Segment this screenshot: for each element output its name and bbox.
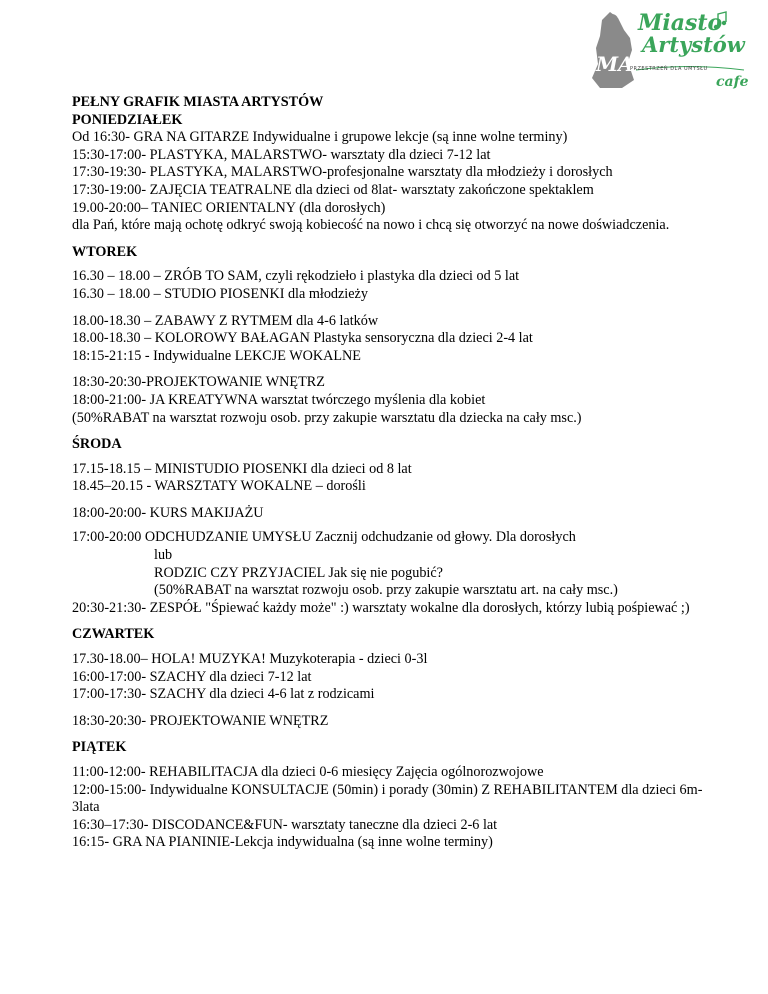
schedule-line: (50%RABAT na warsztat rozwoju osob. przy zakupie warsztatu dla dziecka na cały msc.)	[72, 409, 582, 426]
schedule-line: 16.30 – 18.00 – ZRÓB TO SAM, czyli rękodzieło i plastyka dla dzieci od 5 lat	[72, 268, 520, 285]
schedule-document	[72, 94, 712, 852]
logo-cafe: cafe	[716, 74, 749, 90]
schedule-line: Od 16:30- GRA NA GITARZE Indywidualne i grupowe lekcje (są inne wolne terminy)	[72, 129, 568, 146]
schedule-line: 19.00-20:00– TANIEC ORIENTALNY (dla dorosłych)	[72, 199, 386, 216]
schedule-line: (50%RABAT na warsztat rozwoju osob. przy zakupie warsztatu art. na cały msc.)	[154, 582, 618, 599]
thursday-heading: CZWARTEK	[72, 626, 155, 643]
schedule-line: RODZIC CZY PRZYJACIEL Jak się nie pogubić?	[154, 564, 443, 581]
logo-line2: Artystów	[642, 32, 745, 57]
logo-monogram: MA	[596, 52, 634, 76]
schedule-line: 17.15-18.15 – MINISTUDIO PIOSENKI dla dzieci od 8 lat	[72, 460, 412, 477]
logo	[588, 8, 748, 94]
document-title: PEŁNY GRAFIK MIASTA ARTYSTÓW	[72, 94, 324, 110]
logo-line1: Miasto	[638, 10, 723, 36]
schedule-line: 18:30-20:30-PROJEKTOWANIE WNĘTRZ	[72, 374, 325, 391]
schedule-line: 12:00-15:00- Indywidualne KONSULTACJE (50min) i porady (30min) Z REHABILITANTEM dla dzieci 6m-3lata	[72, 781, 703, 816]
monday-heading: PONIEDZIAŁEK	[72, 111, 183, 128]
schedule-line: 16:30–17:30- DISCODANCE&FUN- warsztaty taneczne dla dzieci 2-6 lat	[72, 816, 498, 833]
schedule-line: 17:30-19:30- PLASTYKA, MALARSTWO-profesjonalne warsztaty dla młodzieży i dorosłych	[72, 164, 613, 181]
schedule-line: 17.30-18.00– HOLA! MUZYKA! Muzykoterapia - dzieci 0-3l	[72, 651, 428, 668]
schedule-line: dla Pań, które mają ochotę odkryć swoją kobiecość na nowo i chcą się otworzyć na nowe doświadczenia.	[72, 217, 670, 234]
schedule-line: 17:00-17:30- SZACHY dla dzieci 4-6 lat z rodzicami	[72, 686, 375, 703]
schedule-line: 18:30-20:30- PROJEKTOWANIE WNĘTRZ	[72, 712, 329, 729]
schedule-line: 20:30-21:30- ZESPÓŁ "Śpiewać każdy może" :) warsztaty wokalne dla dorosłych, którzy lubią pośpiewać ;)	[72, 599, 690, 616]
wednesday-heading: ŚRODA	[72, 436, 122, 453]
schedule-line: 17:00-20:00 ODCHUDZANIE UMYSŁU Zacznij odchudzanie od głowy. Dla dorosłych	[72, 529, 576, 546]
friday-heading: PIĄTEK	[72, 739, 127, 756]
schedule-line: 18:00-21:00- JA KREATYWNA warsztat twórczego myślenia dla kobiet	[72, 391, 486, 408]
schedule-line: 17:30-19:00- ZAJĘCIA TEATRALNE dla dzieci od 8lat- warsztaty zakończone spektaklem	[72, 181, 594, 198]
schedule-line: 16:15- GRA NA PIANINIE-Lekcja indywidualna (są inne wolne terminy)	[72, 834, 493, 851]
schedule-line: 18:15-21:15 - Indywidualne LEKCJE WOKALNE	[72, 347, 361, 364]
tuesday-heading: WTOREK	[72, 243, 138, 260]
schedule-line: 16:00-17:00- SZACHY dla dzieci 7-12 lat	[72, 668, 312, 685]
schedule-line: 15:30-17:00- PLASTYKA, MALARSTWO- warsztaty dla dzieci 7-12 lat	[72, 146, 491, 163]
schedule-line: 18:00-20:00- KURS MAKIJAŻU	[72, 504, 264, 521]
schedule-line: 16.30 – 18.00 – STUDIO PIOSENKI dla młodzieży	[72, 285, 368, 302]
schedule-line: 18.45–20.15 - WARSZTATY WOKALNE – dorośli	[72, 478, 366, 495]
logo-tagline: PRZESTRZEŃ DLA UMYSŁU	[630, 66, 708, 72]
schedule-line: lub	[154, 547, 173, 564]
schedule-line: 18.00-18.30 – KOLOROWY BAŁAGAN Plastyka sensoryczna dla dzieci 2-4 lat	[72, 330, 533, 347]
schedule-line: 11:00-12:00- REHABILITACJA dla dzieci 0-6 miesięcy Zajęcia ogólnorozwojowe	[72, 764, 544, 780]
schedule-line: 18.00-18.30 – ZABAWY Z RYTMEM dla 4-6 latków	[72, 312, 379, 329]
